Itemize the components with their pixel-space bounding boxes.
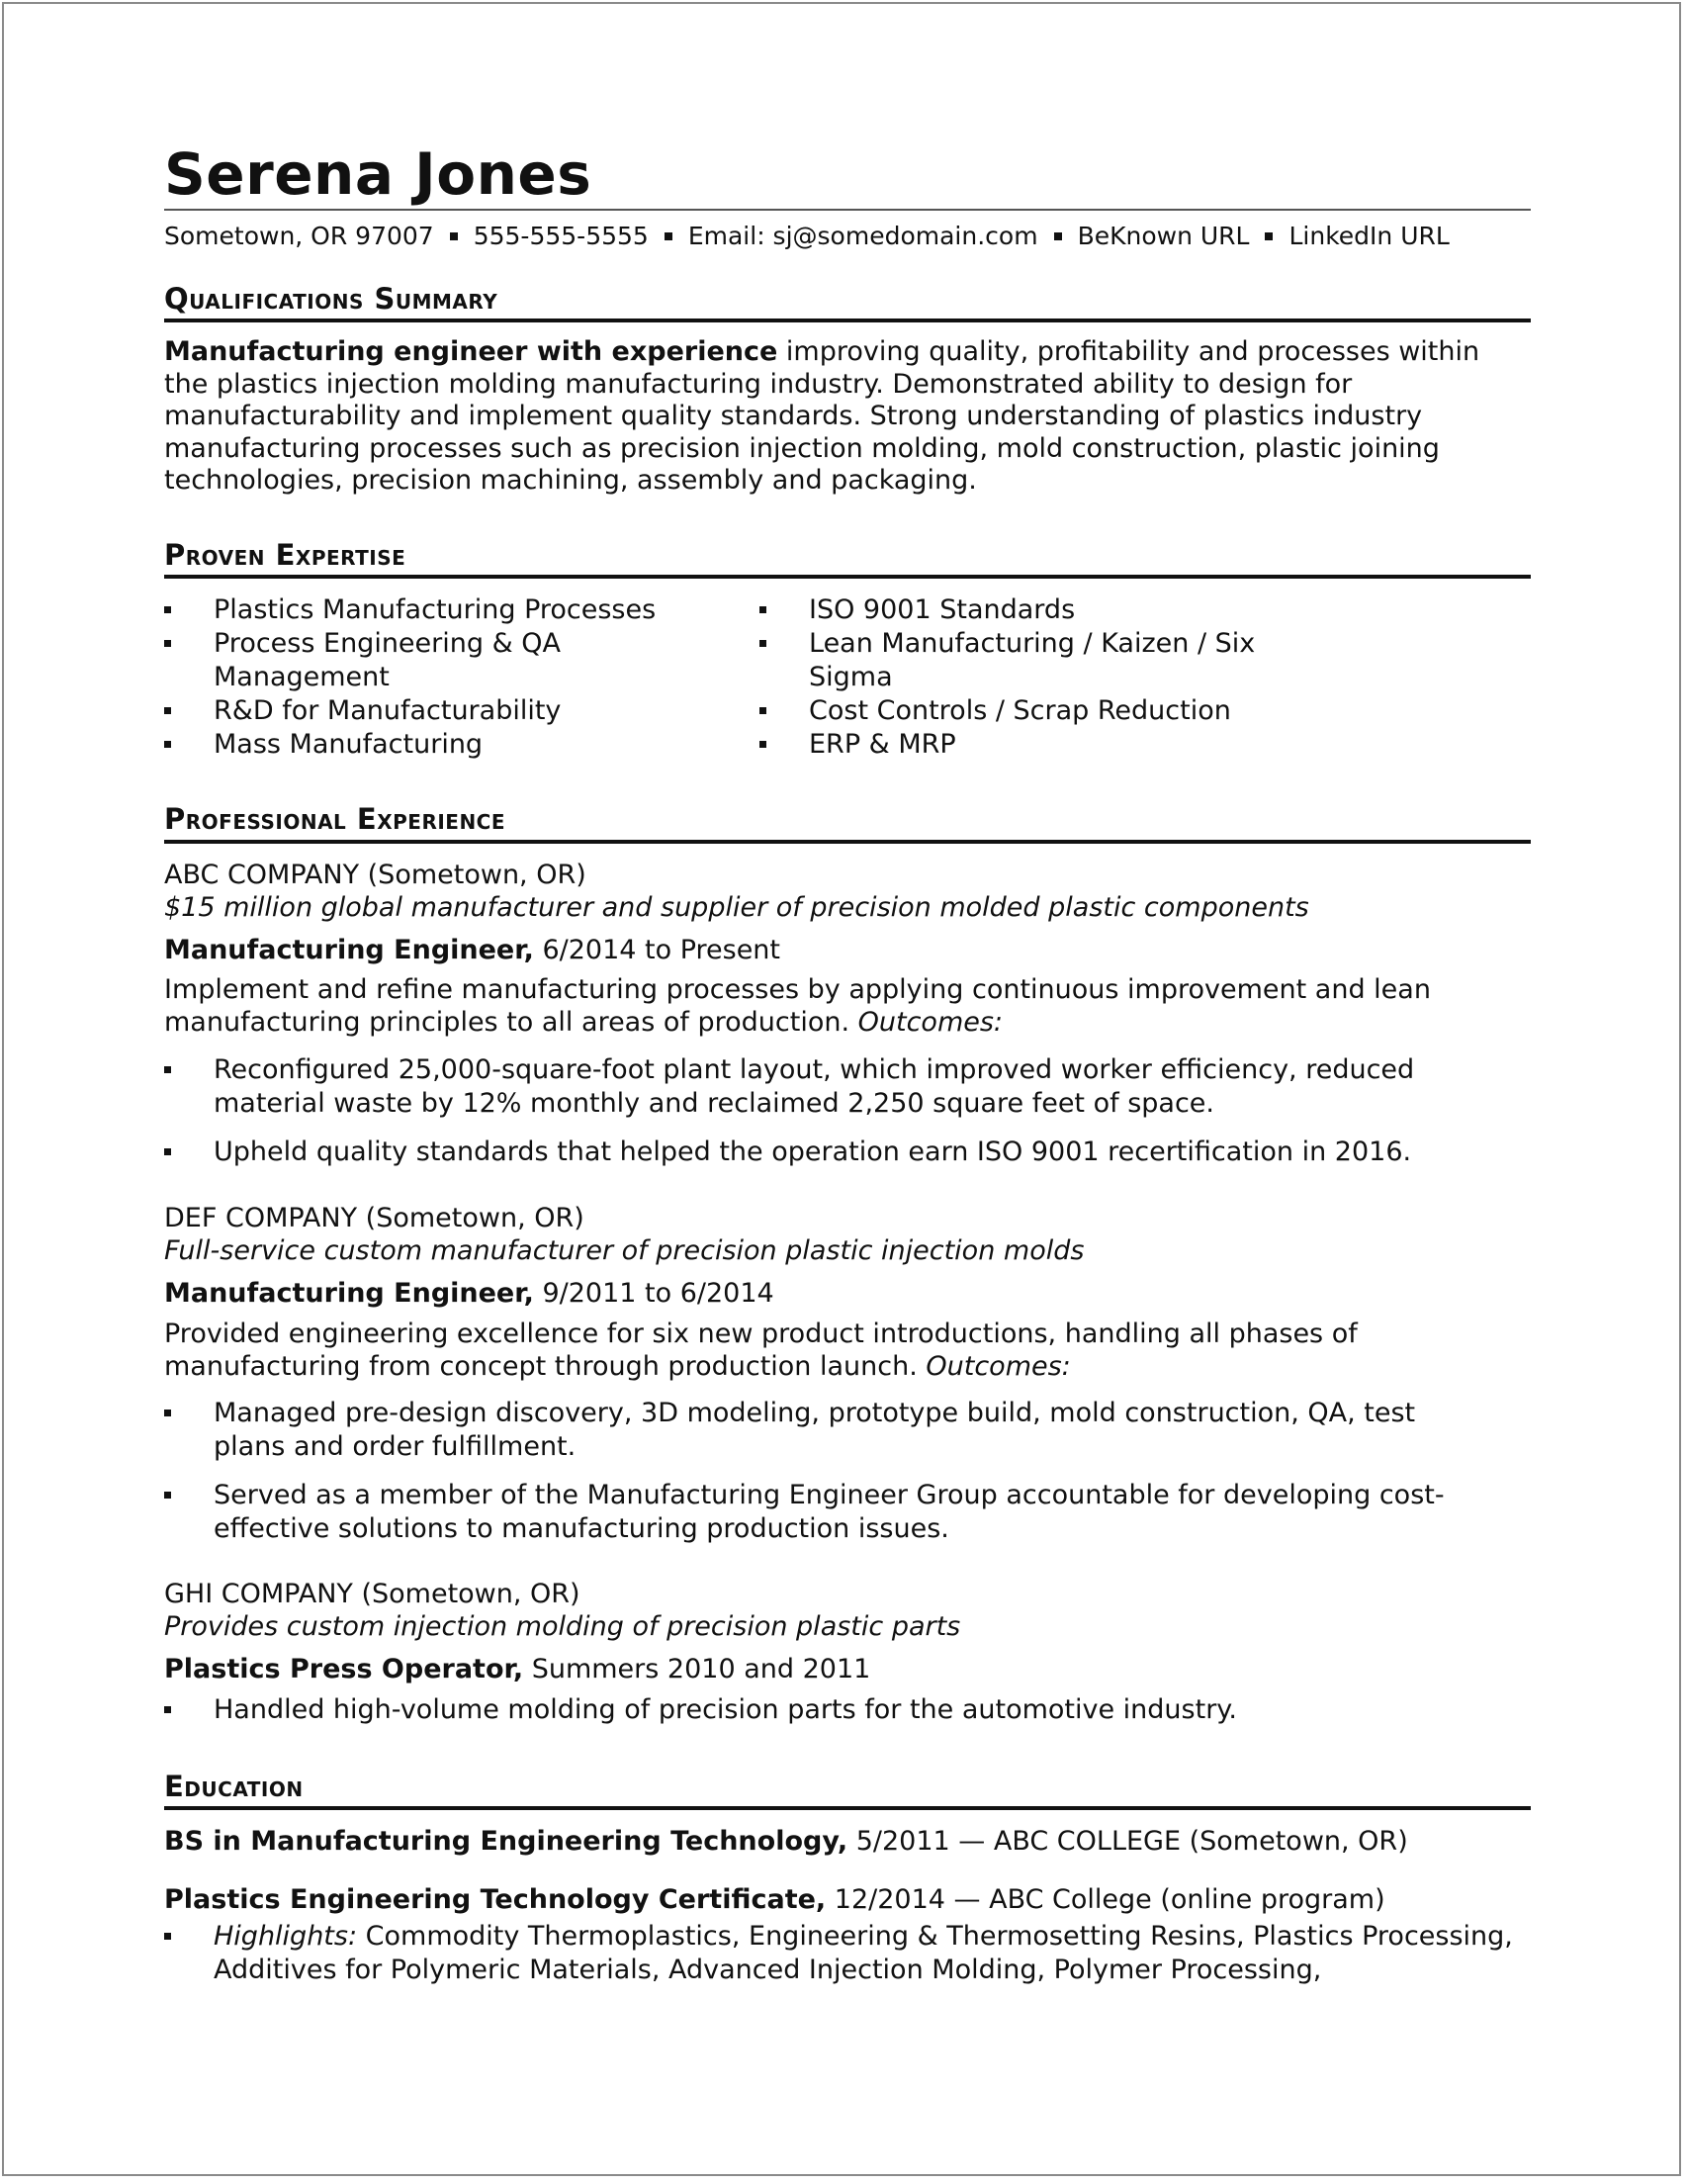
bullet-icon [759,707,766,714]
bullet-icon [759,640,766,647]
job-title: Plastics Press Operator, [164,1654,524,1684]
candidate-name: Serena Jones [164,140,592,208]
name-divider [164,209,1531,211]
section-rule [164,318,1531,322]
job-dates: 9/2011 to 6/2014 [533,1278,774,1309]
bullet-icon [759,741,766,748]
contact-location: Sometown, OR 97007 [164,222,434,250]
separator-square-icon [1054,232,1062,240]
job-title-line [164,1277,774,1310]
separator-square-icon [665,232,672,240]
section-rule [164,840,1531,844]
bullet-icon [164,1492,171,1499]
bullet-icon [164,640,171,647]
company-name: ABC COMPANY (Sometown, OR) [164,860,586,890]
bullet-icon [164,741,171,748]
bullet-icon [164,707,171,714]
section-title-summary: Qualifications Summary [164,282,498,316]
bullet-icon [164,1706,171,1713]
outcomes-label: Outcomes: [857,1006,1004,1038]
section-title-education: Education [164,1770,304,1803]
resume-page: Serena Jones Sometown, OR 97007 555-555-5555 Email: sj@somedomain.com BeKnown URL LinkedIn URL Qualifications Summary Manufacturing engineer with experience improving quality, profitability and processes within the plastics injection molding manufacturing industry. Demonstrated ability to design for manufacturability and implement quality standards. Strong understanding of plastics industry manufacturing processes such as precision injection molding, mold construction, plastic joining technologies, precision machining, assembly and packaging. Proven Expertise Plastics Manufacturing Processes Process Engineering & QA Management R&D for Manufacturability Mass Manufacturing ISO 9001 Standards Lean Manufacturing / Kaizen / Six Sigma Cost Controls / Scrap Reduction ERP & MRP Professional Experience ABC COMPANY (Sometown, OR) $15 million global manufacturer and supplier of precision molded plastic components Manufacturing Engineer, 6/2014 to Present Implement and refine manufacturing processes by applying continuous improvement and lean manufacturing principles to all areas of production. Outcomes: Reconfigured 25,000-square-foot plant layout, which improved worker efficiency, reduced material waste by 12% monthly and reclaimed 2,250 square feet of space. Upheld quality standards that helped the operation earn ISO 9001 recertification in 2016. DEF COMPANY (Sometown, OR) Full-service custom manufacturer of precision plastic injection molds Manufacturing Engineer, 9/2011 to 6/2014 Provided engineering excellence for six new product introductions, handling all phases of manufacturing from concept through production launch. Outcomes: Managed pre-design discovery, 3D modeling, prototype build, mold construction, QA, test plans and order fulfillment. Served as a member of the Manufacturing Engineer Group accountable for developing cost-effective solutions to manufacturing production issues. GHI COMPANY (Sometown, OR) Provides custom injection molding of precision plastic parts Plastics Press Operator, Summers 2010 and 2011 Handled high-volume molding of precision parts for the automotive industry. Education BS in Manufacturing Engineering Technology, 5/2011 — ABC COLLEGE (Sometown, OR) Plastics Engineering Technology Certificate, 12/2014 — ABC College (online program) Highlights: Commodity Thermoplastics, Engineering & Thermosetting Resins, Plastics Processing, Additives for Polymeric Materials, Advanced Injection Molding, Polymer Processing, [2,2,1681,2176]
outcomes-label: Outcomes: [926,1350,1071,1382]
education-item [164,1825,1408,1858]
section-rule [164,575,1531,579]
section-rule [164,1806,1531,1810]
degree-detail: 5/2011 — ABC COLLEGE (Sometown, OR) [847,1826,1408,1857]
contact-phone: 555-555-5555 [473,222,649,250]
job-dates: Summers 2010 and 2011 [523,1654,871,1684]
contact-line [164,221,1450,252]
separator-square-icon [450,232,458,240]
job-title: Manufacturing Engineer, [164,935,534,965]
bullet-icon [164,1933,171,1940]
highlights-label: Highlights: [214,1921,358,1952]
bullet-icon [759,606,766,613]
degree-name: BS in Manufacturing Engineering Technology, [164,1826,848,1857]
bullet-icon [164,1410,171,1416]
job-dates: 6/2014 to Present [533,935,781,965]
bullet-icon [164,1066,171,1073]
company-description: Provides custom injection molding of precision plastic parts [164,1611,961,1642]
job-title: Manufacturing Engineer, [164,1278,534,1309]
company-name: GHI COMPANY (Sometown, OR) [164,1579,580,1609]
section-title-experience: Professional Experience [164,802,506,836]
bullet-icon [164,606,171,613]
degree-detail: 12/2014 — ABC College (online program) [826,1884,1385,1915]
job-summary: Provided engineering excellence for six new product introductions, handling all phases of manufacturing from concept through production launch. Outcomes: [164,1319,1358,1382]
job-title-line [164,1653,870,1685]
job-summary: Implement and refine manufacturing processes by applying continuous improvement and lean manufacturing principles to all areas of production. Outcomes: [164,974,1431,1038]
education-item [164,1883,1385,1916]
contact-email: Email: sj@somedomain.com [687,222,1038,250]
company-description: $15 million global manufacturer and supplier of precision molded plastic components [164,892,1309,923]
separator-square-icon [1265,232,1273,240]
summary-lead: Manufacturing engineer with experience [164,336,778,367]
company-description: Full-service custom manufacturer of precision plastic injection molds [164,1235,1085,1266]
company-name: DEF COMPANY (Sometown, OR) [164,1203,584,1233]
contact-linkedin-url: LinkedIn URL [1288,222,1450,250]
bullet-icon [164,1148,171,1155]
summary-paragraph [164,336,1531,498]
summary-text: improving quality, profitability and processes within the plastics injection molding manufacturing industry. Demonstrated ability to design for manufacturability and implement quality standards. Strong understanding of plastics industry manufacturing processes such as precision injection molding, mold construction, plastic joining technologies, precision machining, assembly and packaging. [164,336,1480,496]
highlights-text: Commodity Thermoplastics, Engineering & Thermosetting Resins, Plastics Processing, Additives for Polymeric Materials, Advanced Injection Molding, Polymer Processing, [214,1921,1513,1985]
degree-name: Plastics Engineering Technology Certificate, [164,1884,827,1915]
section-title-expertise: Proven Expertise [164,538,406,572]
contact-beknown-url: BeKnown URL [1077,222,1250,250]
job-title-line [164,934,780,966]
